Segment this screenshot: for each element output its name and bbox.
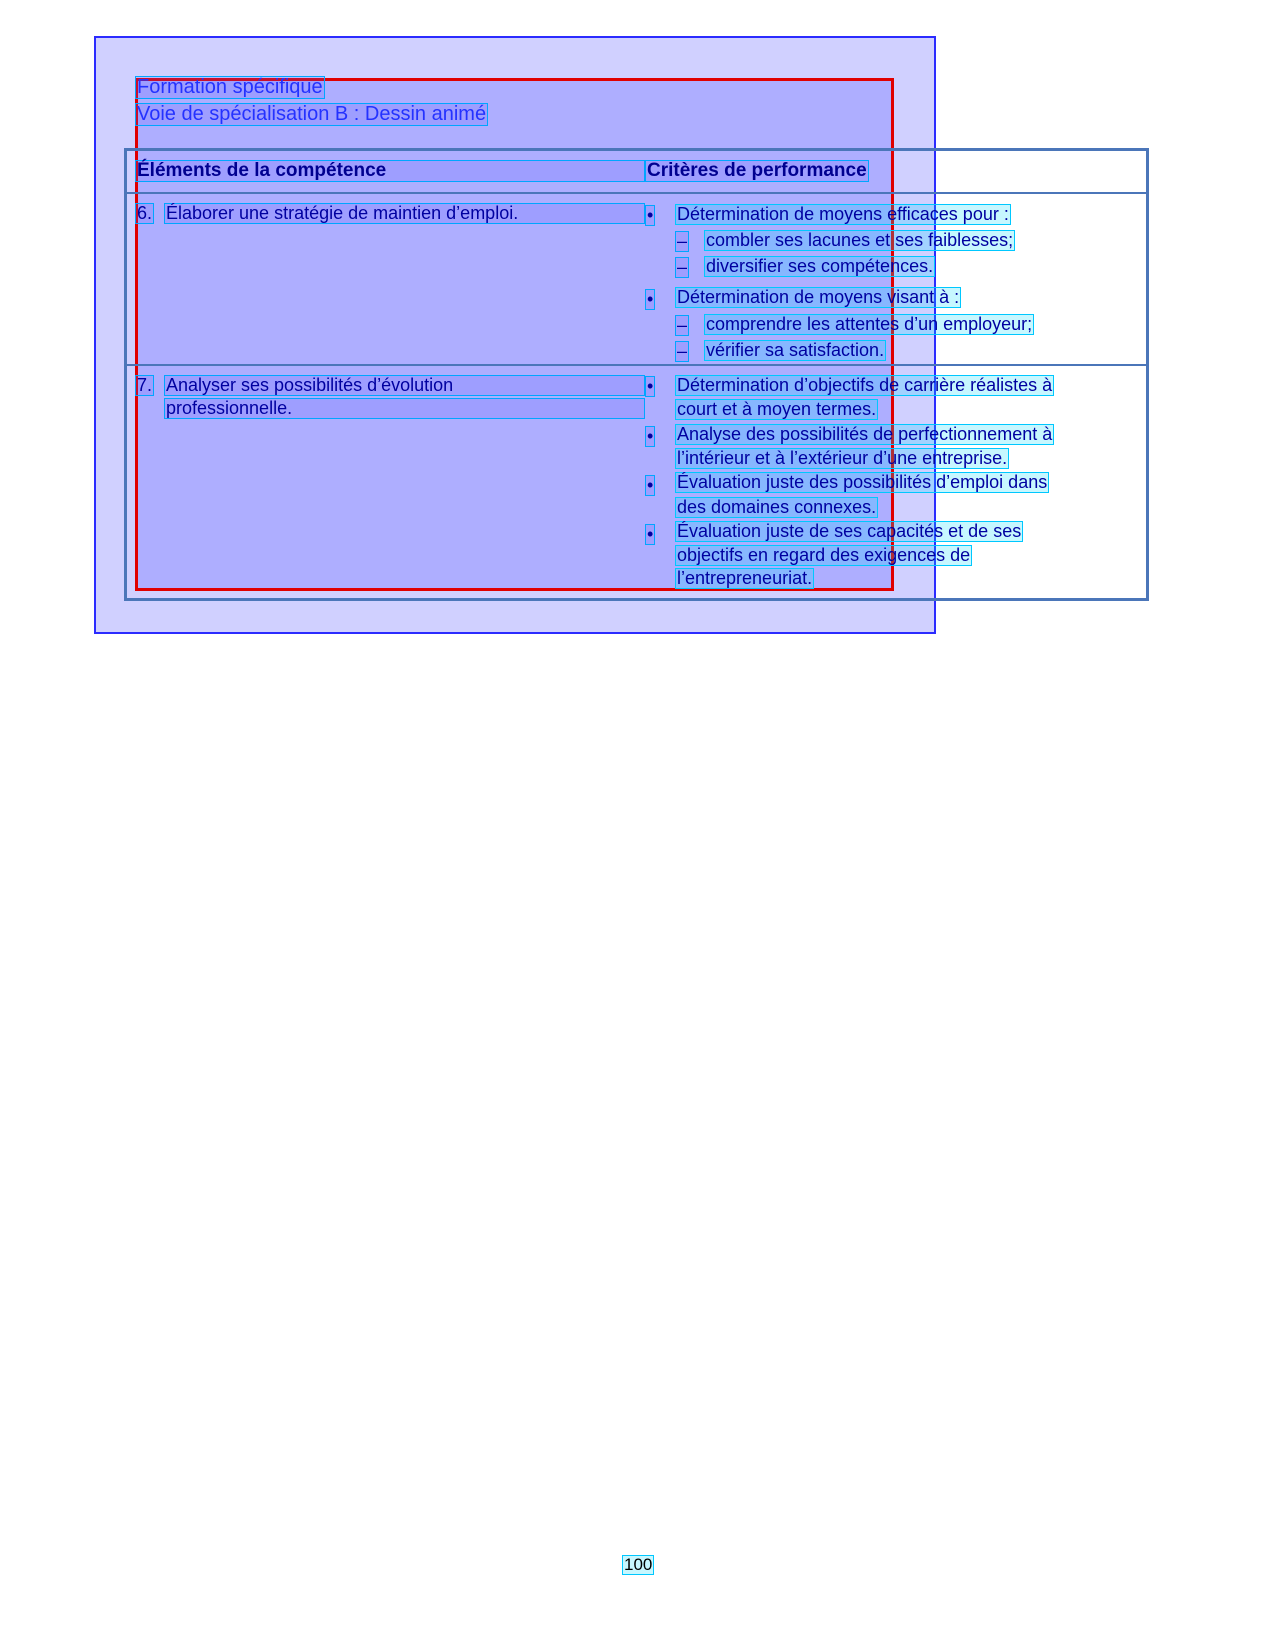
row-7-criterion-4-line-2: objectifs en regard des exigences de	[677, 545, 971, 565]
row-6-criterion-1: Détermination de moyens efficaces pour :	[677, 204, 1009, 224]
row-6-criterion-1-subitem-1: combler ses lacunes et ses faiblesses;	[706, 230, 1014, 250]
row-7-criterion-3-bullet: •	[647, 475, 654, 495]
title-line-2: Voie de spécialisation B : Dessin animé	[137, 103, 487, 125]
table-row-divider	[124, 364, 1149, 366]
row-7-criterion-3-line-2: des domaines connexes.	[677, 497, 877, 517]
row-7-number: 7.	[137, 375, 153, 395]
table-header-criteria: Critères de performance	[647, 160, 867, 181]
row-6-criterion-2-subitem-2: vérifier sa satisfaction.	[706, 340, 885, 360]
row-7-element-line-2: professionnelle.	[164, 398, 645, 419]
table-header-divider	[124, 192, 1149, 194]
row-7-criterion-3-line-1: Évaluation juste des possibilités d’emploi dans	[677, 472, 1048, 492]
row-7-criterion-4-bullet: •	[647, 524, 654, 544]
title-line-1: Formation spécifique	[137, 76, 323, 98]
row-7-criterion-4-line-1: Évaluation juste de ses capacités et de ses	[677, 521, 1022, 541]
row-6-number: 6.	[137, 203, 153, 223]
row-6-criterion-1-subitem-2: diversifier ses compétences.	[706, 256, 934, 276]
row-7-criterion-1-bullet: •	[647, 376, 654, 396]
row-7-criterion-1-line-2: court et à moyen termes.	[677, 399, 877, 419]
row-6-criterion-2-dash-1: –	[677, 315, 688, 335]
row-6-criterion-2: Détermination de moyens visant à :	[677, 287, 960, 307]
row-6-criterion-2-bullet: •	[647, 289, 654, 309]
row-6-criterion-2-subitem-1: comprendre les attentes d’un employeur;	[706, 314, 1033, 334]
row-6-criterion-2-dash-2: –	[677, 341, 688, 361]
row-6-criterion-1-dash-1: –	[677, 231, 688, 251]
row-7-criterion-2-line-1: Analyse des possibilités de perfectionnement à	[677, 424, 1053, 444]
row-7-criterion-1-line-1: Détermination d’objectifs de carrière réalistes à	[677, 375, 1053, 395]
page-number: 100	[624, 1555, 653, 1574]
row-6-criterion-1-bullet: •	[647, 205, 654, 225]
row-7-criterion-2-bullet: •	[647, 426, 654, 446]
row-7-element-line-1: Analyser ses possibilités d’évolution	[164, 375, 645, 396]
row-6-element: Élaborer une stratégie de maintien d’emploi.	[164, 203, 645, 224]
row-7-criterion-4-line-3: l’entrepreneuriat.	[677, 568, 813, 588]
row-6-criterion-1-dash-2: –	[677, 257, 688, 277]
table-header-elements: Éléments de la compétence	[135, 160, 645, 182]
row-7-criterion-2-line-2: l’intérieur et à l’extérieur d’une entreprise.	[677, 448, 1008, 468]
